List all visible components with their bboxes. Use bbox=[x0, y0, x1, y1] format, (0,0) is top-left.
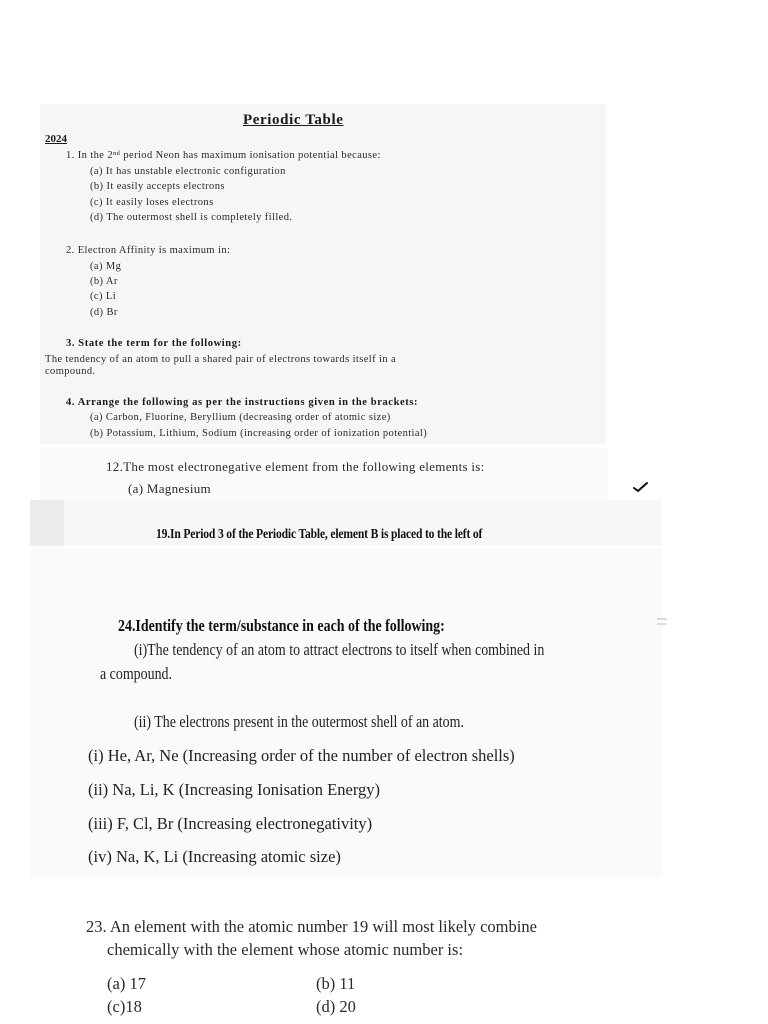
question-3-text-line: compound. bbox=[45, 366, 96, 377]
question-1-option-b: (b) It easily accepts electrons bbox=[90, 181, 225, 192]
question-4-option-a: (a) Carbon, Fluorine, Beryllium (decreasing order of atomic size) bbox=[90, 412, 391, 423]
question-23-stem-continued: chemically with the element whose atomic number is: bbox=[107, 940, 464, 959]
question-1-option-a: (a) It has unstable electronic configuration bbox=[90, 166, 286, 177]
arrange-item-iii: (iii) F, Cl, Br (Increasing electronegativity) bbox=[88, 814, 373, 833]
question-24-part-i: (i)The tendency of an atom to attract electrons to itself when combined in bbox=[134, 640, 545, 659]
question-24-part-i-continued: a compound. bbox=[100, 664, 173, 683]
question-4-option-b: (b) Potassium, Lithium, Sodium (increasing order of ionization potential) bbox=[90, 428, 428, 439]
question-23-stem: 23. An element with the atomic number 19 will most likely combine bbox=[86, 917, 537, 936]
question-1-option-d: (d) The outermost shell is completely filled. bbox=[90, 212, 293, 223]
question-3-stem: 3. State the term for the following: bbox=[66, 338, 242, 349]
arrange-item-iv: (iv) Na, K, Li (Increasing atomic size) bbox=[88, 847, 341, 866]
question-2-option-c: (c) Li bbox=[90, 291, 117, 302]
question-23-option-d: (d) 20 bbox=[316, 997, 356, 1016]
question-1-stem: 1. In the 2ⁿᵈ period Neon has maximum ionisation potential because: bbox=[66, 150, 381, 161]
checkmark-icon bbox=[632, 480, 650, 499]
scanned-snippet-panel bbox=[40, 448, 608, 504]
question-1-option-c: (c) It easily loses electrons bbox=[90, 197, 214, 208]
faint-mark bbox=[657, 623, 667, 625]
arrange-item-i: (i) He, Ar, Ne (Increasing order of the number of electron shells) bbox=[88, 746, 515, 765]
question-2-option-a: (a) Mg bbox=[90, 261, 122, 272]
question-2-stem: 2. Electron Affinity is maximum in: bbox=[66, 245, 231, 256]
cropped-text-fragment bbox=[136, 498, 206, 504]
question-24-heading: 24.Identify the term/substance in each of the following: bbox=[118, 616, 445, 635]
question-23-option-a: (a) 17 bbox=[107, 974, 146, 993]
question-23-option-c: (c)18 bbox=[107, 997, 142, 1016]
question-2-option-b: (b) Ar bbox=[90, 276, 118, 287]
snippet-strip-edge bbox=[30, 500, 64, 546]
page-title: Periodic Table bbox=[243, 112, 344, 128]
question-2-option-d: (d) Br bbox=[90, 307, 118, 318]
question-4-stem: 4. Arrange the following as per the instructions given in the brackets: bbox=[66, 397, 419, 408]
question-24-part-ii: (ii) The electrons present in the outermost shell of an atom. bbox=[134, 712, 464, 731]
arrange-item-ii: (ii) Na, Li, K (Increasing Ionisation Energy) bbox=[88, 780, 381, 799]
question-12-option-a: (a) Magnesium bbox=[128, 481, 211, 496]
question-23-option-b: (b) 11 bbox=[316, 974, 356, 993]
question-3-text-line: The tendency of an atom to pull a shared pair of electrons towards itself in a bbox=[45, 354, 397, 365]
question-12-stem: 12.The most electronegative element from the following elements is: bbox=[106, 459, 485, 474]
year-heading: 2024 bbox=[45, 133, 67, 145]
question-19-stem: 19.In Period 3 of the Periodic Table, element B is placed to the left of bbox=[156, 526, 483, 541]
faint-mark bbox=[657, 618, 667, 620]
